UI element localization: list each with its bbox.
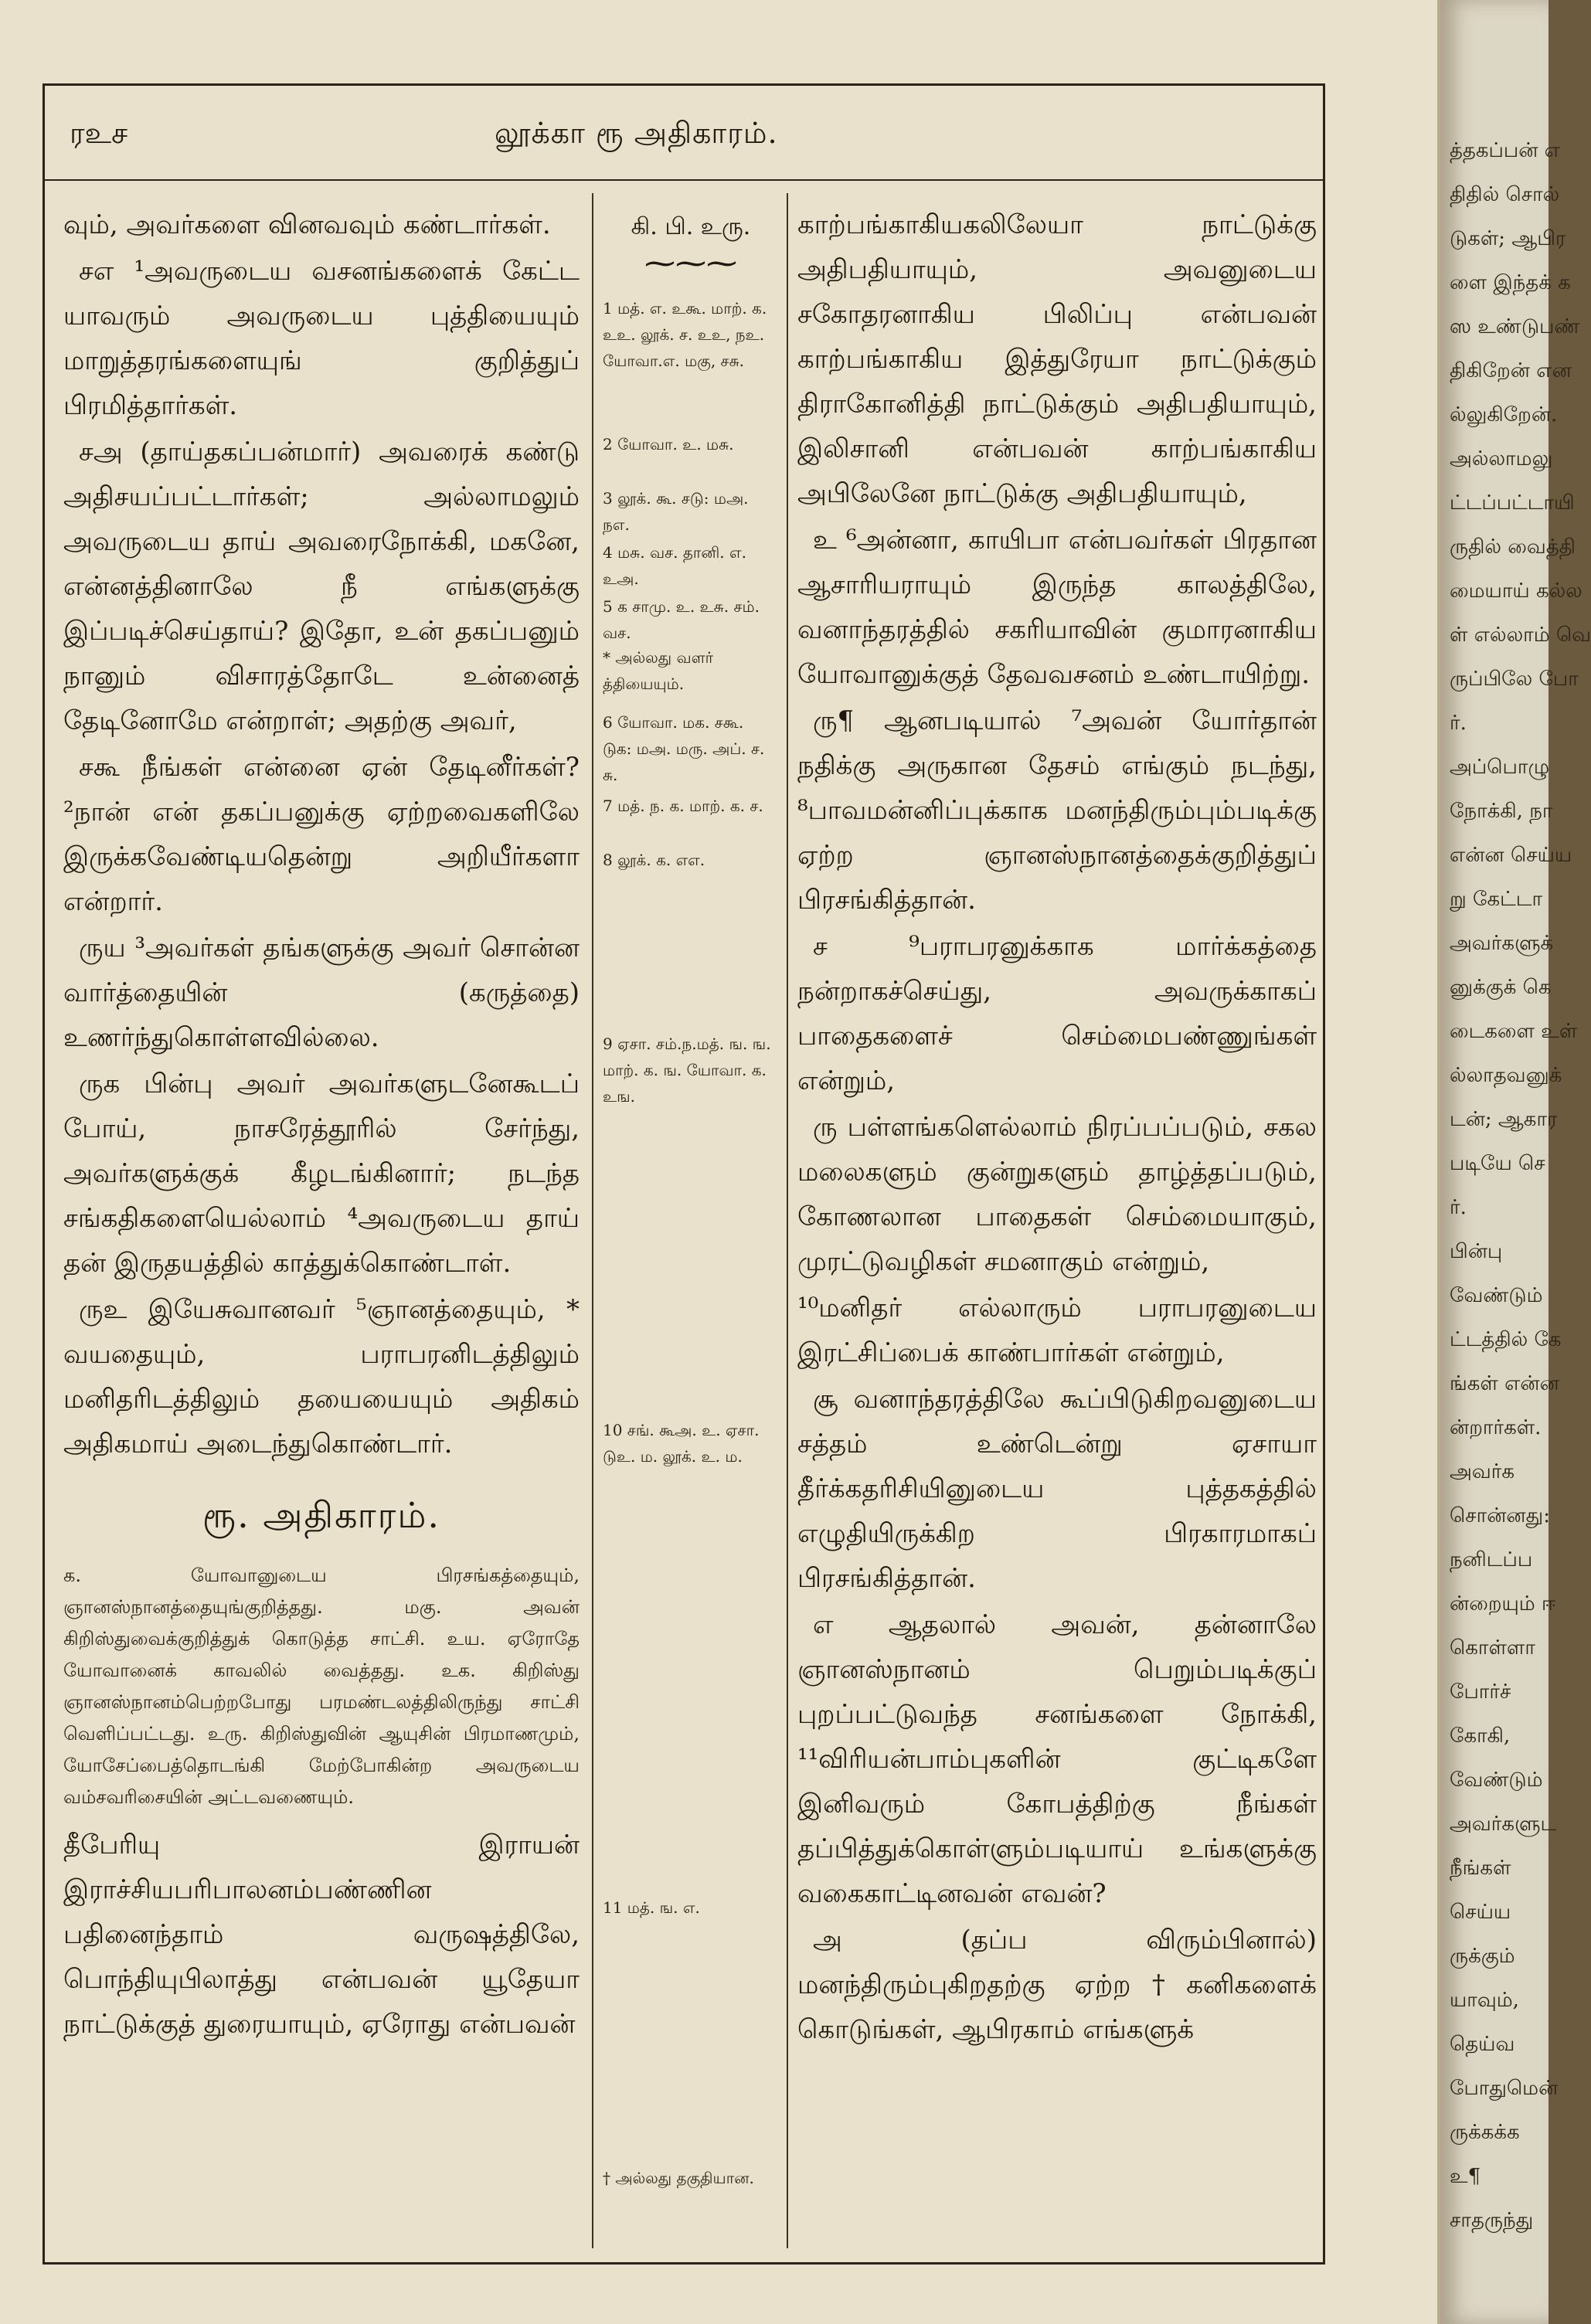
adjacent-page-text-fragment: சாதருந்து: [1450, 2209, 1534, 2232]
adjacent-page-text-fragment: ஸ உண்டுபண்: [1450, 315, 1580, 338]
cross-reference: 1 மத். எ. உகூ. மாற். க. உஉ. லூக். ச. உஉ, நஉ. யோவா.எ. மகு, சசு.: [603, 299, 767, 370]
adjacent-page-text-fragment: ன்றார்கள்.: [1450, 1416, 1542, 1439]
adjacent-page-text-fragment: தெய்வ: [1450, 2033, 1515, 2056]
adjacent-page-text-fragment: ல்லுகிறேன்.: [1450, 403, 1558, 426]
adjacent-page-text-fragment: ன்றையும் ஈ: [1450, 1592, 1556, 1616]
adjacent-page-text-fragment: படியே செ: [1450, 1152, 1545, 1175]
adjacent-page-text-fragment: அவர்களுட: [1450, 1813, 1557, 1836]
cross-reference: 7 மத். ந. க. மாற். க. ச.: [603, 797, 763, 815]
cross-reference: 6 யோவா. மக. சகூ. டுக: மஅ. மரு. அப். ச. சு.: [603, 713, 765, 784]
adjacent-page-text-fragment: நோக்கி, நா: [1450, 800, 1553, 823]
verse-paragraph: ரு பள்ளங்களெல்லாம் நிரப்பப்படும், சகல மலைகளும் குன்றுகளும் தாழ்த்தப்படும், கோணலான பாதைகள் செம்மையாகும், முரட்டுவழிகள் சமனாகும் என்றும்,: [797, 1112, 1317, 1277]
adjacent-page-text-fragment: னுக்குக் கெ: [1450, 976, 1552, 999]
adjacent-page-text-fragment: என்ன செய்ய: [1450, 844, 1572, 867]
chapter-heading: ரூ. அதிகாரம்.: [202, 1494, 441, 1536]
column-divider-right: [787, 193, 788, 2248]
cross-reference: 5 க சாமு. உ. உசு. சம். வச.: [603, 597, 760, 642]
right-text-column: [797, 202, 1317, 2054]
adjacent-page-edge: [1437, 0, 1591, 2324]
verse-paragraph: சஅ (தாய்தகப்பன்மார்) அவரைக் கண்டு அதிசயப்பட்டார்கள்; அல்லாமலும் அவருடைய தாய் அவரைநோக்கி, மகனே, என்னத்தினாலே நீ எங்களுக்கு இப்படிச்செய்தாய்? இதோ, உன் தகப்பனும் நானும் விசாரத்தோடே உன்னைத் தேடினோமே என்றாள்; அதற்கு அவர்,: [63, 437, 580, 736]
verse-paragraph: காற்பங்காகியகலிலேயா நாட்டுக்கு அதிபதியாயும், அவனுடைய சகோதரனாகிய பிலிப்பு என்பவன் காற்பங்காகிய இத்துரேயா நாட்டுக்கும் திராகோனித்தி நாட்டுக்கும் அதிபதியாயும், இலிசானி என்பவன் காற்பங்காகிய அபிலேனே நாட்டுக்கு அதிபதியாயும்,: [797, 209, 1317, 509]
cross-reference: 10 சங். கூஅ. உ. ஏசா. டுஉ. ம. லூக். உ. ம.: [603, 1421, 760, 1466]
adjacent-page-text-fragment: ட்டப்பட்டாயி: [1450, 491, 1575, 515]
adjacent-page-text-fragment: சொன்னது:: [1450, 1504, 1550, 1527]
ornament-divider: ⁓⁓⁓: [644, 246, 737, 281]
adjacent-page-text-fragment: று கேட்டா: [1450, 888, 1543, 911]
cross-reference-note: * அல்லது வளர் த்தியையும்.: [603, 648, 714, 693]
adjacent-page-text-fragment: ங்கள் என்ன: [1450, 1372, 1559, 1395]
adjacent-page-text-fragment: மையாய் கல்ல: [1450, 579, 1583, 603]
cross-reference: 4 மசு. வச. தானி. எ. உஅ.: [603, 543, 746, 588]
page-frame-top: [42, 83, 1325, 86]
verse-paragraph: ¹⁰மனிதர் எல்லாரும் பராபரனுடைய இரட்சிப்பைக் காண்பார்கள் என்றும்,: [797, 1293, 1317, 1368]
adjacent-page-text-fragment: வேண்டும்: [1450, 1284, 1543, 1307]
verse-paragraph: சஎ ¹அவருடைய வசனங்களைக் கேட்ட யாவரும் அவருடைய புத்தியையும் மாறுத்தரங்களையுங் குறித்துப் பிரமித்தார்கள்.: [63, 256, 580, 421]
adjacent-page-text-fragment: நனிடப்ப: [1450, 1548, 1533, 1571]
verse-paragraph: ருய ³அவர்கள் தங்களுக்கு அவர் சொன்ன வார்த்தையின் (கருத்தை) உணர்ந்துகொள்ளவில்லை.: [63, 933, 580, 1053]
adjacent-page-text-fragment: ருக்கும்: [1450, 1945, 1515, 1968]
page-frame-right: [1323, 83, 1325, 2265]
cross-reference: 3 லூக். கூ. சடு: மஅ. நஎ.: [603, 489, 749, 534]
verse-paragraph: எ ஆதலால் அவன், தன்னாலே ஞானஸ்நானம் பெறும்படிக்குப் புறப்பட்டுவந்த சனங்களை நோக்கி, ¹¹விரியன்பாம்புகளின் குட்டிகளே இனிவரும் கோபத்திற்கு நீங்கள் தப்பித்துக்கொள்ளும்படியாய் உங்களுக்கு வகைகாட்டினவன் எவன்?: [797, 1609, 1317, 1909]
adjacent-page-text-fragment: ர்.: [1450, 712, 1467, 735]
adjacent-page-text-fragment: போதுமென்: [1450, 2077, 1559, 2100]
cross-reference-column: [603, 202, 779, 2187]
adjacent-page-text-fragment: செய்ய: [1450, 1901, 1511, 1924]
adjacent-page-text-fragment: கோகி,: [1450, 1724, 1511, 1748]
verse-paragraph: வும், அவர்களை வினவவும் கண்டார்கள்.: [63, 209, 551, 240]
column-divider-left: [592, 193, 593, 2248]
verse-paragraph: சகூ நீங்கள் என்னை ஏன் தேடினீர்கள்? ²நான் என் தகப்பனுக்கு ஏற்றவைகளிலே இருக்கவேண்டியதென்று அறியீர்களா என்றார்.: [63, 752, 580, 917]
adjacent-page-text-fragment: அவர்களுக்: [1450, 932, 1554, 955]
adjacent-page-text-fragment: யாவும்,: [1450, 1989, 1519, 2012]
running-head: லூக்கா ரூ அதிகாரம்.: [495, 116, 778, 150]
cross-reference: 2 யோவா. உ. மசு.: [603, 435, 734, 454]
adjacent-page-text-fragment: டைகளை உள்: [1450, 1020, 1578, 1043]
adjacent-page-text-fragment: அல்லாமலு: [1450, 447, 1553, 471]
chapter-opening-paragraph: தீபேரியு இராயன் இராச்சியபரிபாலனம்பண்ணின பதினைந்தாம் வருஷத்திலே, பொந்தியுபிலாத்து என்பவன் யூதேயா நாட்டுக்குத் துரையாயும், ஏரோது என்பவன்: [63, 1830, 580, 2040]
adjacent-page-text-fragment: த்தகப்பன் எ: [1450, 139, 1560, 162]
year-heading: கி. பி. உரு.: [631, 213, 751, 240]
page-number: ரஉச: [70, 116, 128, 150]
adjacent-page-text-fragment: ருக்கக்க: [1450, 2121, 1520, 2144]
adjacent-page-text-fragment: திதில் சொல்: [1450, 183, 1560, 206]
adjacent-page-text-fragment: அவர்க: [1450, 1460, 1515, 1483]
adjacent-page-text-fragment: அப்பொழு: [1450, 756, 1550, 779]
adjacent-page-text-fragment: கொள்ளா: [1450, 1636, 1535, 1660]
adjacent-page-text-fragment: உ¶: [1450, 2165, 1481, 2188]
verse-paragraph: ரு¶ ஆனபடியால் ⁷அவன் யோர்தான் நதிக்கு அருகான தேசம் எங்கும் நடந்து, ⁸பாவமன்னிப்புக்காக மனந்திரும்பும்படிக்கு ஏற்ற ஞானஸ்நானத்தைக்குறித்துப் பிரசங்கித்தான்.: [797, 705, 1317, 916]
cross-reference: 9 ஏசா. சம்.ந.மத். ங. ங. மாற். க. ங. யோவா. க. உங.: [603, 1035, 771, 1106]
adjacent-page-text-fragment: ருப்பிலே போ: [1450, 668, 1579, 691]
adjacent-page-text-fragment: ருதில் வைத்தி: [1450, 535, 1576, 559]
verse-paragraph: சூ வனாந்தரத்திலே கூப்பிடுகிறவனுடைய சத்தம் உண்டென்று ஏசாயா தீர்க்கதரிசியினுடைய புத்தகத்தில் எழுதியிருக்கிற பிரகாரமாகப் பிரசங்கித்தான்.: [797, 1384, 1317, 1594]
page-frame-left: [42, 83, 45, 2265]
adjacent-page-text-fragment: ளை இந்தக் க: [1450, 271, 1571, 294]
header-rule: [45, 179, 1323, 181]
adjacent-page-text-fragment: போர்ச்: [1450, 1680, 1511, 1704]
chapter-summary: க. யோவானுடைய பிரசங்கத்தையும், ஞானஸ்நானத்தையுங்குறித்தது. மகு. அவன் கிறிஸ்துவைக்குறித்துக் கொடுத்த சாட்சி. உய. ஏரோதே யோவானைக் காவலில் வைத்தது. உக. கிறிஸ்து ஞானஸ்நானம்பெற்றபோது பரமண்டலத்திலிருந்து சாட்சி வெளிப்பட்டது. உரு. கிறிஸ்துவின் ஆயுசின் பிரமாணமும், யோசேப்பைத்தொடங்கி மேற்போகின்ற அவருடைய வம்சவரிசையின் அட்டவணையும்.: [63, 1565, 580, 1808]
adjacent-page-text-fragment: டுகள்; ஆபிர: [1450, 227, 1566, 250]
verse-paragraph: ச ⁹பராபரனுக்காக மார்க்கத்தை நன்றாகச்செய்து, அவருக்காகப் பாதைகளைச் செம்மைபண்ணுங்கள் என்றும்,: [797, 931, 1317, 1096]
adjacent-page-text-fragment: ர்.: [1450, 1196, 1467, 1219]
left-text-column: [63, 202, 580, 2048]
cross-reference: 8 லூக். க. எஎ.: [603, 851, 705, 869]
adjacent-page-text-fragment: திகிறேன் என: [1450, 359, 1572, 382]
cross-reference: 11 மத். ங. எ.: [603, 1898, 700, 1917]
verse-paragraph: உ ⁶அன்னா, காயிபா என்பவர்கள் பிரதான ஆசாரியராயும் இருந்த காலத்திலே, வனாந்தரத்தில் சகரியாவின் குமாரனாகிய யோவானுக்குத் தேவவசனம் உண்டாயிற்று.: [797, 525, 1317, 690]
adjacent-page-text-fragment: நீங்கள்: [1450, 1857, 1511, 1880]
adjacent-page-text-fragment: ட்டத்தில் கே: [1450, 1328, 1562, 1351]
adjacent-page-text-fragment: ள் எல்லாம் வெ: [1450, 623, 1591, 647]
page-frame-bottom: [42, 2262, 1325, 2265]
adjacent-page-text-fragment: வேண்டும்: [1450, 1768, 1543, 1792]
adjacent-page-text-fragment: பின்பு: [1450, 1240, 1503, 1263]
cross-reference-note: † அல்லது தகுதியான.: [603, 2169, 754, 2187]
verse-paragraph: ருக பின்பு அவர் அவர்களுடனேகூடப் போய், நாசரேத்தூரில் சேர்ந்து, அவர்களுக்குக் கீழடங்கினார்; நடந்த சங்கதிகளையெல்லாம் ⁴அவருடைய தாய் தன் இருதயத்தில் காத்துக்கொண்டாள்.: [63, 1069, 580, 1279]
verse-paragraph: ருஉ இயேசுவானவர் ⁵ஞானத்தையும், * வயதையும், பராபரனிடத்திலும் மனிதரிடத்திலும் தயையையும் அதிகம் அதிகமாய் அடைந்துகொண்டார்.: [63, 1294, 580, 1459]
adjacent-page-text-fragment: டன்; ஆகார: [1450, 1108, 1558, 1131]
verse-paragraph: அ (தப்ப விரும்பினால்) மனந்திரும்புகிறதற்கு ஏற்ற†கனிகளைக் கொடுங்கள், ஆபிரகாம் எங்களுக்: [797, 1925, 1317, 2045]
adjacent-page-text-fragment: ல்லாதவனுக்: [1450, 1064, 1562, 1087]
